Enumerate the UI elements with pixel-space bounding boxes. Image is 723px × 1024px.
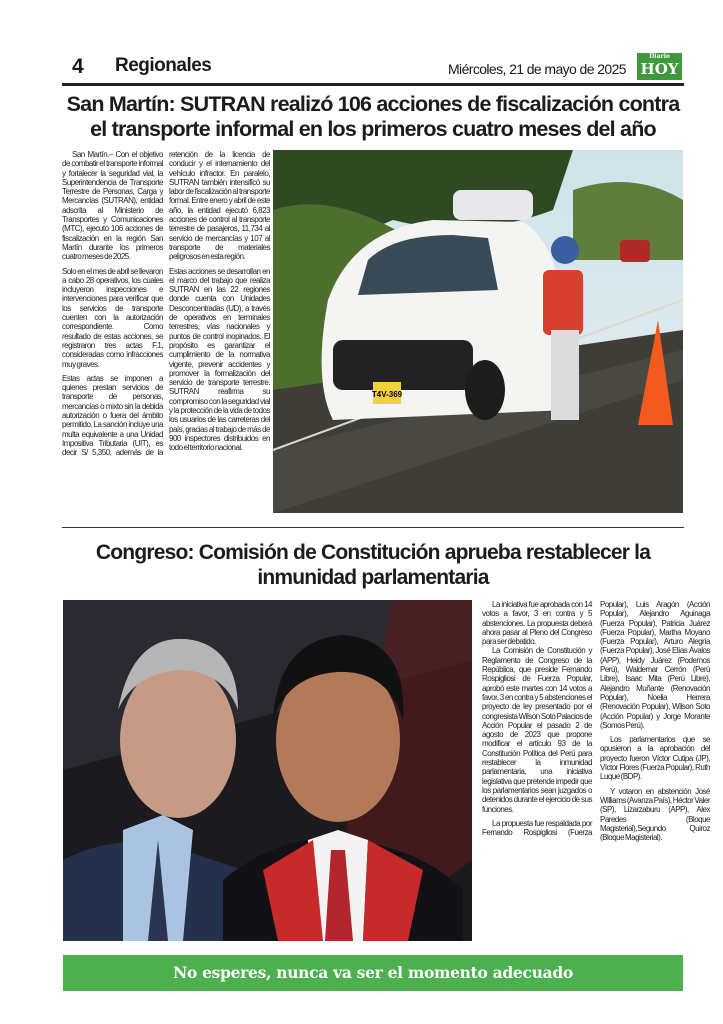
congressmen-photo: [63, 600, 472, 941]
logo-big-text: HOY: [640, 60, 679, 78]
section-divider: [62, 527, 684, 528]
article1-paragraph: Estas acciones se desarrollan en el marco del trabajo que realiza SUTRAN en las 22 regiones donde cuenta con Unidades Desconcentradas (UD), a través de operativos en terminales terrestres, vías nacionales y puntos de control inopinados. El propósito es garantizar el cumplimiento de la normativa vigente, prevenir accidentes y promover la formalización del servicio de transporte terrestre. SUTRAN reafirma su compromiso con la seguridad vial y la protección de la vida de todos los usuarios de las carreteras del país, gracias al trabajo de más de 900 inspectores distribuidos en todo el territorio nacional.: [169, 266, 270, 453]
header-rule: [62, 83, 684, 86]
article1-paragraph: Estas actas se imponen a quienes prestan servicios de transporte de personas, mercancías o mixto sin la debida autorización o fuera del ámbito permitido. La sanción incluye una multa equivalente a una Unidad Impositiva Tributaria (UIT), es decir S/ 5,350, además de la retención de la licencia de conducir y el internamiento del vehículo infractor. En paralelo, SUTRAN también intensificó su labor de fiscalización al transporte formal. Entre enero y abril de este año, la entidad ejecutó 6,823 acciones de control al transporte terrestre de pasajeros, 11,734 al servicio de mercancías y 107 al transporte de materiales peligrosos en esta región.: [62, 150, 270, 458]
issue-date: Miércoles, 21 de mayo de 2025: [448, 61, 626, 77]
article2-paragraph: La Comisión de Constitución y Reglamento de Congreso de la República, que preside Fernando Rospigliosi de Fuerza Popular, aprobó este martes con 14 votos a favor, 3 en contra y 5 abstenciones el proyecto de ley presentado por el congresista Wilson Soto Palacios de Acción Popular el pasado 2 de agosto de 2023 que propone modificar el artículo 93 de la Constitución Política del Perú para restablecer la inmunidad parlamentaria, una iniciativa legislativa que pretende impedir que los parlamentarios sean juzgados o detenidos durante el ejercicio de sus funciones.: [482, 646, 592, 814]
section-title: Regionales: [115, 55, 212, 76]
license-plate: T4V-369: [371, 390, 403, 399]
page-number: 4: [72, 55, 84, 78]
footer-banner: No esperes, nunca va ser el momento adecuado: [63, 955, 683, 991]
article2-paragraph: Y votaron en abstención José Williams (Avanza País), Héctor Valer (SP), Lizarzaburu (APP), Alex Paredes (Bloque Magisterial),Segundo Quiroz (Bloque Magisterial).: [600, 786, 710, 843]
article1-body: [62, 150, 270, 458]
article1-paragraph: San Martín.– Con el objetivo de combatir el transporte informal y fortalecer la seguridad vial, la Superintendencia de Transporte Terrestre de Personas, Carga y Mercancías (SUTRAN), entidad adscrita al Ministerio de Transportes y Comunicaciones (MTC), ejecutó 106 acciones de fiscalización en la región San Martín durante los primeros cuatro meses de 2025.: [62, 150, 163, 262]
logo-small-text: Diario: [649, 53, 670, 60]
article2-body: [482, 600, 710, 842]
article2-paragraph: Los parlamentarios que se opusieron a la aprobación del proyecto fueron Víctor Cutipa (JP), Víctor Flores (Fuerza Popular), Ruth Luque (BDP).: [600, 735, 710, 782]
article1-headline: San Martín: SUTRAN realizó 106 acciones de fiscalización contra el transporte informal en los primeros cuatro meses del año: [66, 92, 680, 141]
article2-paragraph: La propuesta fue respaldada por Fernando Rospigliosi (Fuerza Popular), Luis Aragón (Acción Popular), Alejandro Aguinaga (Fuerza Popular), Patricia Juárez (Fuerza Popular), Martha Moyano (Fuerza Popular), Arturo Alegría (Fuerza Popular), José Elías Ávalos (APP), Heidy Juárez (Podemos Perú), Waldemar Cerrón (Perú Libre), Isaac Mita (Perú Libre), Alejandro Muñante (Renovación Popular), Noelia Herrera (Renovación Popular), Wilson Soto (Acción Popular) y Jorge Morante (Somos Perú).: [482, 600, 710, 838]
article1-paragraph: Solo en el mes de abril se llevaron a cabo 28 operativos, los cuales incluyeron inspecciones e intervenciones para verificar que los servicios de transporte cuenten con la autorización correspondiente. Como resultado de estas acciones, se registraron tres actas F.1, consideradas como infracciones muy graves.: [62, 266, 163, 369]
sutran-inspection-photo: [273, 150, 683, 513]
article2-headline: Congreso: Comisión de Constitución aprueba restablecer la inmunidad parlamentaria: [95, 541, 651, 589]
newspaper-logo: [637, 53, 682, 80]
article2-paragraph: La iniciativa fue aprobada con 14 votos a favor, 3 en contra y 5 abstenciones. La propuesta deberá ahora pasar al Pleno del Congreso para ser debatido.: [482, 600, 592, 647]
